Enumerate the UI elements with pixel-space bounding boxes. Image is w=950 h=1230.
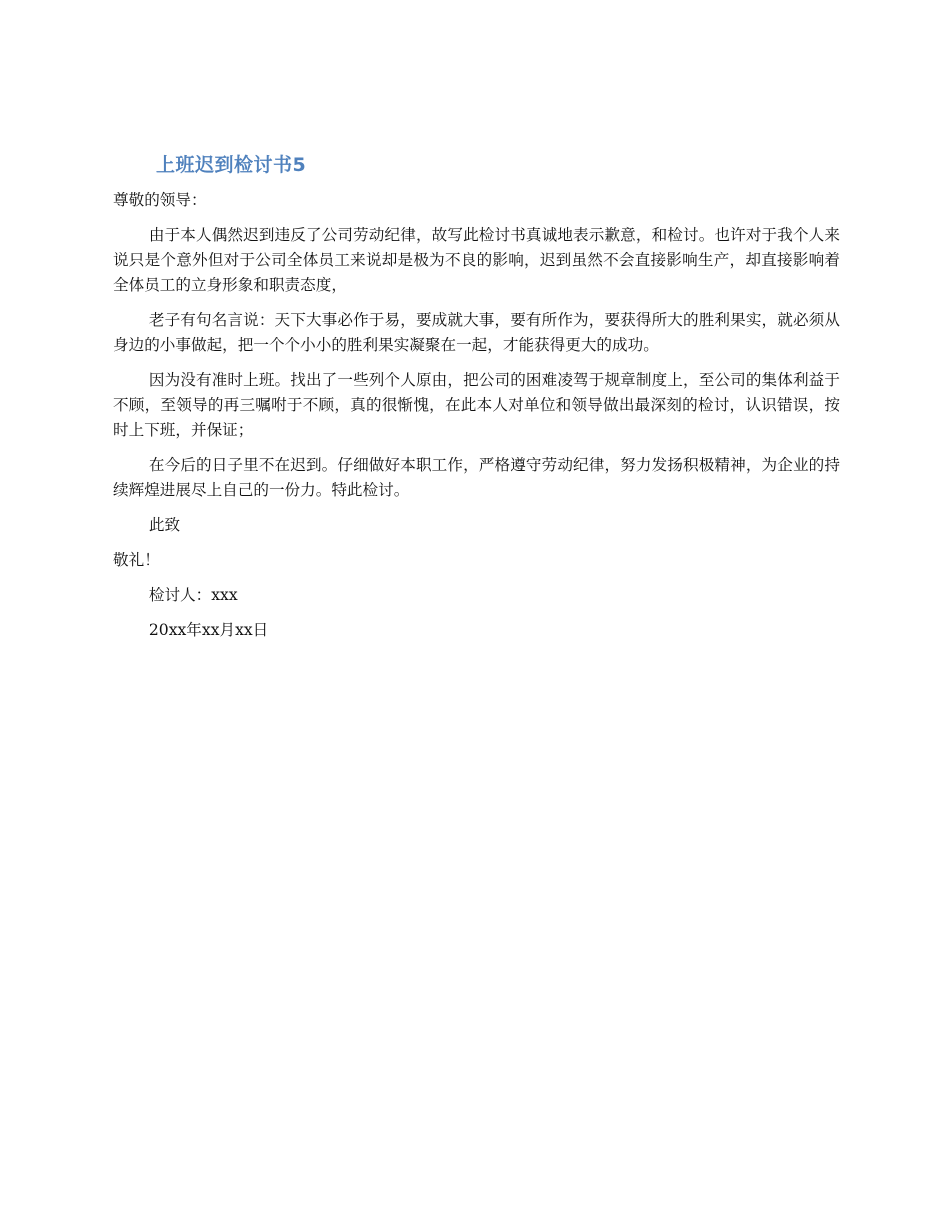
closing-line-1: 此致: [148, 516, 181, 534]
date: 20xx年xx月xx日: [148, 621, 269, 639]
paragraph-1: 由于本人偶然迟到违反了公司劳动纪律，故写此检讨书真诚地表示歉意，和检讨。也许对于我个人来说只是个意外但对于公司全体员工来说却是极为不良的影响，迟到虽然不会直接影响生产，却直接影响着全体员工的立身形象和职责态度，: [113, 226, 840, 294]
paragraph-2: 老子有句名言说：天下大事必作于易，要成就大事，要有所作为，要获得所大的胜利果实，就必须从身边的小事做起，把一个个小小的胜利果实凝聚在一起，才能获得更大的成功。: [113, 311, 840, 354]
salutation: 尊敬的领导：: [113, 191, 207, 209]
paragraph-4: 在今后的日子里不在迟到。仔细做好本职工作，严格遵守劳动纪律，努力发扬积极精神，为企业的持续辉煌进展尽上自己的一份力。特此检讨。: [113, 456, 840, 499]
closing-line-2: 敬礼！: [113, 551, 160, 569]
document-title: 上班迟到检讨书5: [156, 154, 307, 176]
paragraph-3: 因为没有准时上班。找出了一些列个人原由，把公司的困难凌驾于规章制度上，至公司的集体利益于不顾，至领导的再三嘱咐于不顾，真的很惭愧，在此本人对单位和领导做出最深刻的检讨，认识错误，按时上下班，并保证；: [113, 371, 840, 439]
signature: 检讨人：xxx: [148, 586, 238, 604]
document-body: [113, 188, 840, 653]
